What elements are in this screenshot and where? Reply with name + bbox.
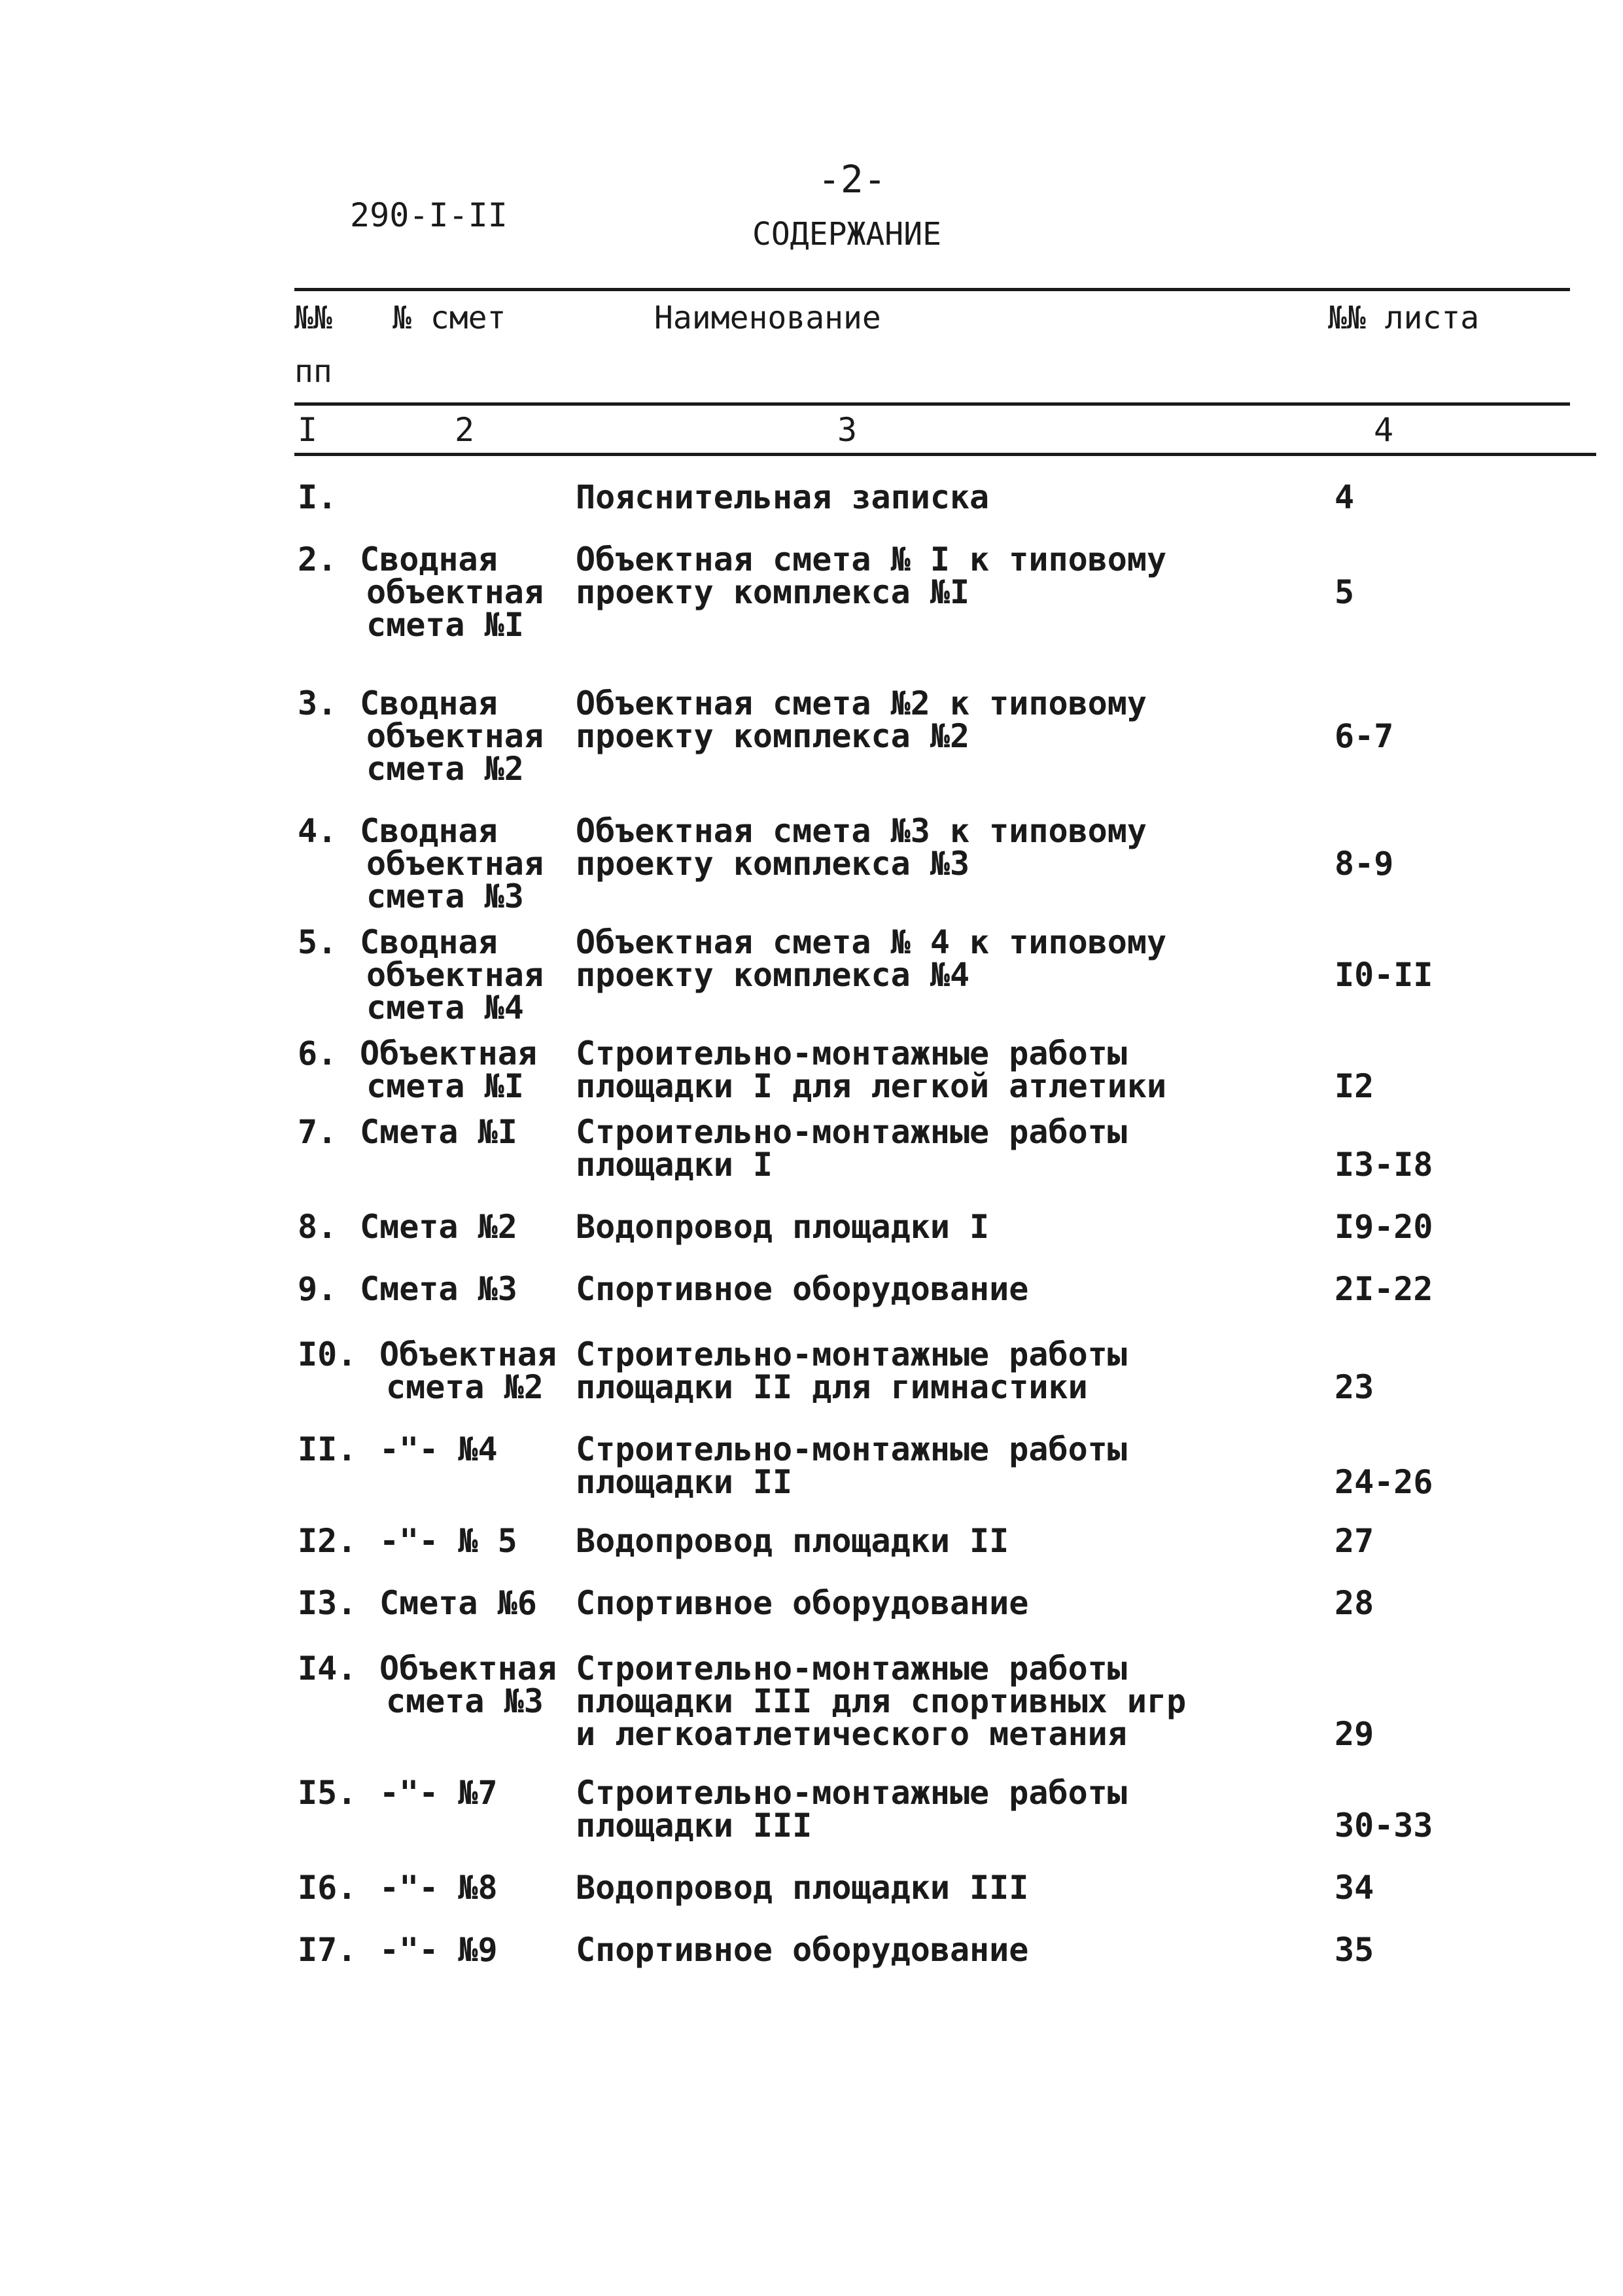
row-number: 5. [298, 923, 338, 961]
row-estimate [360, 1113, 517, 1151]
row-estimate [379, 1584, 537, 1622]
row-sheet-number: 27 [1335, 1522, 1374, 1560]
row-estimate [379, 1931, 498, 1969]
row-name [576, 1034, 1167, 1105]
row-estimate-line: объектная [366, 845, 544, 883]
row-sheet-number: 28 [1335, 1584, 1374, 1622]
row-name [576, 1774, 1127, 1845]
row-name [576, 1869, 1029, 1907]
row-sheet-number: I0-II [1335, 956, 1433, 994]
row-name-line: проекту комплекса №I [576, 573, 970, 611]
row-number: I2. [298, 1522, 357, 1560]
row-estimate-line: Сводная [360, 684, 498, 722]
row-estimate-line: -"- №9 [379, 1931, 498, 1969]
row-name-line: Водопровод площадки I [576, 1208, 990, 1246]
row-number: I5. [298, 1774, 357, 1812]
row-estimate-line: Смета №6 [379, 1584, 537, 1622]
row-estimate-line: -"- №8 [379, 1869, 498, 1907]
row-estimate [360, 540, 544, 644]
row-name [576, 812, 1147, 883]
row-estimate [360, 923, 544, 1027]
row-number: I0. [298, 1335, 357, 1373]
row-estimate-line: Объектная [360, 1034, 537, 1072]
row-estimate-line: Сводная [360, 540, 498, 578]
row-sheet-number: 35 [1335, 1931, 1374, 1969]
column-number-4: 4 [1374, 411, 1394, 449]
row-estimate-line: Объектная [379, 1650, 557, 1687]
row-sheet-number: I2 [1335, 1067, 1374, 1105]
row-estimate-line: объектная [366, 717, 544, 755]
header-col-sheet: №№ листа [1328, 300, 1480, 336]
row-name [576, 540, 1167, 611]
row-name-line: площадки II для гимнастики [576, 1368, 1088, 1406]
row-number: I. [298, 478, 338, 516]
row-estimate-line: смета №2 [386, 1368, 544, 1406]
row-estimate-line: Сводная [360, 923, 498, 961]
page-number: -2- [818, 157, 886, 202]
row-sheet-number: 5 [1335, 573, 1355, 611]
row-name-line: Спортивное оборудование [576, 1270, 1029, 1308]
row-estimate-line: -"- № 5 [379, 1522, 517, 1560]
row-name-line: проекту комплекса №4 [576, 956, 970, 994]
column-number-3: 3 [837, 411, 858, 449]
row-number: I7. [298, 1931, 357, 1969]
row-estimate-line: Смета №2 [360, 1208, 517, 1246]
row-estimate [379, 1522, 517, 1560]
row-estimate-line: -"- №4 [379, 1430, 498, 1468]
row-name [576, 1522, 1009, 1560]
row-estimate [379, 1430, 498, 1468]
row-estimate-line: смета №2 [366, 750, 524, 788]
row-name-line: площадки I для легкой атлетики [576, 1067, 1167, 1105]
row-sheet-number: 4 [1335, 478, 1355, 516]
row-estimate-line: Сводная [360, 812, 498, 850]
header-col-number: №№ [294, 300, 332, 336]
row-sheet-number: 24-26 [1335, 1463, 1433, 1501]
row-number: 2. [298, 540, 338, 578]
row-name-line: Пояснительная записка [576, 478, 990, 516]
row-name-line: проекту комплекса №3 [576, 845, 970, 883]
row-name-line: площадки I [576, 1146, 773, 1184]
row-estimate-line: -"- №7 [379, 1774, 498, 1812]
row-name-line: Объектная смета №2 к типовому [576, 684, 1147, 722]
row-number: II. [298, 1430, 357, 1468]
row-number: 7. [298, 1113, 338, 1151]
row-name-line: Строительно-монтажные работы [576, 1774, 1127, 1812]
row-name [576, 923, 1167, 994]
row-sheet-number: 8-9 [1335, 845, 1394, 883]
row-name [576, 1208, 990, 1246]
row-estimate [379, 1652, 557, 1718]
row-name [576, 1931, 1029, 1969]
row-estimate [360, 1034, 537, 1105]
row-name [576, 1430, 1127, 1501]
row-sheet-number: I9-20 [1335, 1208, 1433, 1246]
row-name-line: площадки III [576, 1807, 812, 1845]
row-estimate-line: смета №3 [366, 877, 524, 915]
row-estimate-line: смета №I [366, 606, 524, 644]
header-col-number-pp: пп [294, 353, 332, 390]
row-name-line: Водопровод площадки II [576, 1522, 1009, 1560]
row-name-line: Объектная смета № I к типовому [576, 540, 1167, 578]
row-name-line: Строительно-монтажные работы [576, 1430, 1127, 1468]
row-estimate [379, 1869, 498, 1907]
row-name [576, 1113, 1127, 1184]
header-mid-rule [294, 402, 1570, 406]
row-name-line: Спортивное оборудование [576, 1584, 1029, 1622]
row-name-line: Строительно-монтажные работы [576, 1650, 1127, 1687]
column-number-2: 2 [455, 411, 475, 449]
row-estimate [360, 684, 544, 788]
row-estimate-line: объектная [366, 573, 544, 611]
row-name [576, 1335, 1127, 1406]
row-number: I4. [298, 1650, 357, 1687]
row-sheet-number: 6-7 [1335, 717, 1394, 755]
row-name-line: Строительно-монтажные работы [576, 1034, 1127, 1072]
row-estimate [379, 1335, 557, 1406]
row-number: 9. [298, 1270, 338, 1308]
row-name [576, 1270, 1029, 1308]
row-estimate-line: смета №I [366, 1067, 524, 1105]
row-number: I3. [298, 1584, 357, 1622]
row-sheet-number: 30-33 [1335, 1807, 1433, 1845]
row-name-line: Строительно-монтажные работы [576, 1113, 1127, 1151]
row-sheet-number: I3-I8 [1335, 1146, 1433, 1184]
row-name-line: площадки II [576, 1463, 793, 1501]
row-name-line: Спортивное оборудование [576, 1931, 1029, 1969]
row-name-line: проекту комплекса №2 [576, 717, 970, 755]
row-sheet-number: 23 [1335, 1368, 1374, 1406]
row-name [576, 478, 990, 516]
header-col-estimate: № смет [393, 300, 506, 336]
row-number: 8. [298, 1208, 338, 1246]
column-number-1: I [298, 411, 318, 449]
row-number: 4. [298, 812, 338, 850]
document-code: 290-I-II [350, 196, 508, 234]
row-estimate [360, 1208, 517, 1246]
row-estimate-line: смета №4 [366, 989, 524, 1027]
row-name [576, 1650, 1187, 1753]
row-estimate-line: Смета №I [360, 1113, 517, 1151]
row-sheet-number: 29 [1335, 1715, 1374, 1753]
row-number: 3. [298, 684, 338, 722]
header-bottom-rule [294, 453, 1596, 456]
row-number: I6. [298, 1869, 357, 1907]
row-estimate [360, 812, 544, 915]
row-sheet-number: 2I-22 [1335, 1270, 1433, 1308]
row-sheet-number: 34 [1335, 1869, 1374, 1907]
row-estimate-line: Объектная [379, 1335, 557, 1373]
header-col-name: Наименование [654, 300, 881, 336]
row-name-line: Объектная смета №3 к типовому [576, 812, 1147, 850]
row-name-line: и легкоатлетического метания [576, 1715, 1127, 1753]
header-top-rule [294, 288, 1570, 291]
row-estimate [360, 1270, 517, 1308]
row-estimate-line: объектная [366, 956, 544, 994]
page-title: СОДЕРЖАНИЕ [752, 216, 941, 253]
row-name-line: Строительно-монтажные работы [576, 1335, 1127, 1373]
row-estimate [379, 1774, 498, 1812]
row-name-line: Водопровод площадки III [576, 1869, 1029, 1907]
row-name [576, 684, 1147, 755]
row-estimate-line: смета №3 [386, 1682, 544, 1720]
row-name [576, 1584, 1029, 1622]
row-name-line: площадки III для спортивных игр [576, 1682, 1187, 1720]
row-number: 6. [298, 1034, 338, 1072]
row-estimate-line: Смета №3 [360, 1270, 517, 1308]
row-name-line: Объектная смета № 4 к типовому [576, 923, 1167, 961]
